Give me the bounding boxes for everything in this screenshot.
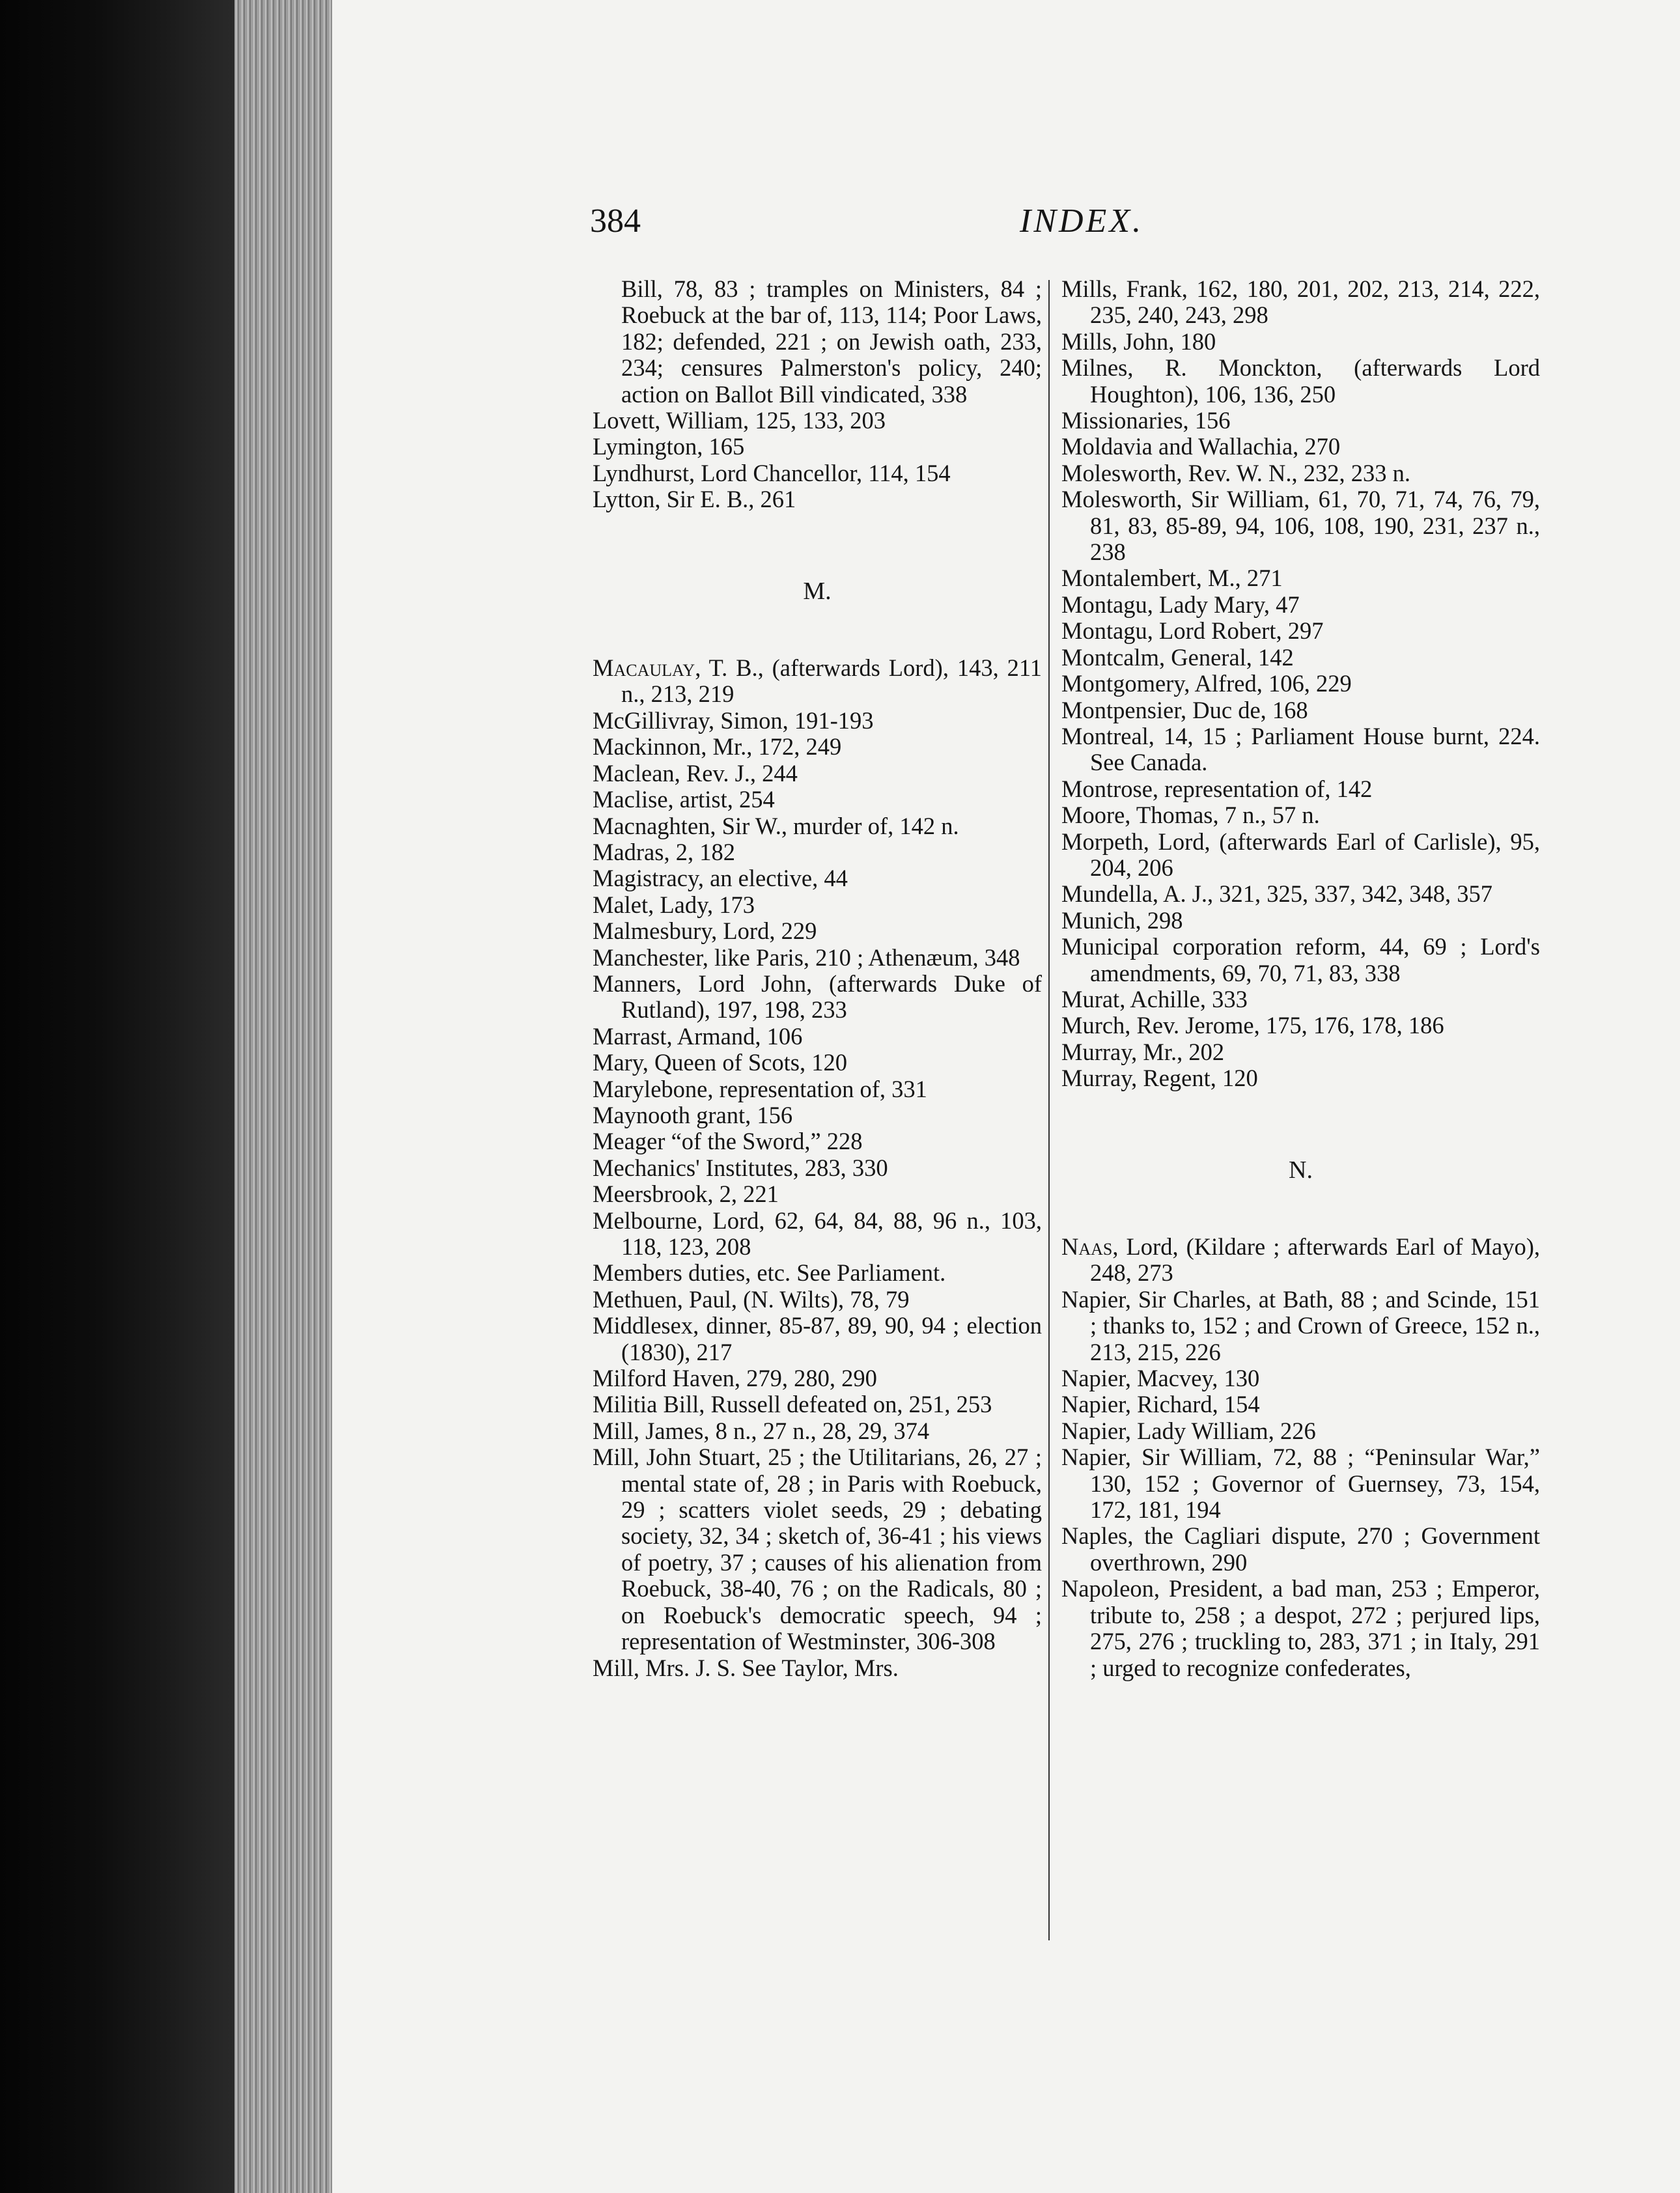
index-entry: [1061, 802, 1540, 828]
entry-text: Napoleon, President, a bad man, 253 ; Emperor, tribute to, 258 ; a despot, 272 ; perjured lips, 275, 276 ; truckling to, 283, 371 ; in Italy, 291 ; urged to recognize confederates,: [1061, 1575, 1540, 1681]
entry-text: Montcalm, General, 142: [1061, 643, 1294, 671]
entry-text: Mill, John Stuart, 25 ; the Utilitarians, 26, 27 ; mental state of, 28 ; in Paris with Roebuck, 29 ; scatters violet seeds, 29 ; debating society, 32, 34 ; sketch of, 36-41 ; his views of poetry, 37 ; causes of his alienation from Roebuck, 38-40, 76 ; on the Radicals, 80 ; on Roebuck's democratic speech, 94 ; representation of Westminster, 306-308: [593, 1444, 1042, 1655]
index-entry: [593, 1102, 1042, 1128]
entry-lead: Naas: [1061, 1233, 1113, 1260]
index-entry: [1061, 776, 1540, 802]
index-entry: [593, 945, 1042, 971]
index-entry: [1061, 1013, 1540, 1039]
index-entry: [1061, 723, 1540, 776]
entry-text: Milnes, R. Monckton, (afterwards Lord Houghton), 106, 136, 250: [1061, 354, 1540, 408]
index-entry: [593, 1655, 1042, 1681]
index-entry: [593, 1181, 1042, 1207]
entry-text: Marylebone, representation of, 331: [593, 1075, 927, 1102]
index-entry: [593, 1287, 1042, 1313]
index-entry: [593, 655, 1042, 708]
index-entry: [1061, 1576, 1540, 1681]
entry-text: Maclise, artist, 254: [593, 786, 775, 813]
entry-text: Militia Bill, Russell defeated on, 251, 253: [593, 1391, 992, 1418]
index-entry: [593, 1365, 1042, 1391]
entry-text: Middlesex, dinner, 85-87, 89, 90, 94 ; election (1830), 217: [593, 1312, 1042, 1365]
entry-text: Milford Haven, 279, 280, 290: [593, 1365, 877, 1392]
index-entry: [1061, 329, 1540, 355]
index-entry: [593, 276, 1042, 408]
index-entry: [593, 734, 1042, 760]
index-entry: [1061, 1418, 1540, 1444]
entry-text: Napier, Sir Charles, at Bath, 88 ; and Scinde, 151 ; thanks to, 152 ; and Crown of Greece, 152 n., 213, 215, 226: [1061, 1285, 1540, 1365]
entry-text: Mundella, A. J., 321, 325, 337, 342, 348, 357: [1061, 880, 1493, 908]
index-entry: [1061, 1039, 1540, 1065]
index-entry: [593, 1444, 1042, 1655]
column-rule: [1048, 280, 1050, 1940]
entry-text: Lovett, William, 125, 133, 203: [593, 407, 886, 434]
entry-text: Napier, Richard, 154: [1061, 1391, 1260, 1418]
left-column: [593, 276, 1042, 1681]
index-entry: [593, 1418, 1042, 1444]
index-entry: [1061, 434, 1540, 460]
entry-text: Magistracy, an elective, 44: [593, 865, 848, 892]
entry-text: Napier, Lady William, 226: [1061, 1417, 1316, 1444]
entry-text: Murray, Regent, 120: [1061, 1065, 1258, 1092]
entry-text: Methuen, Paul, (N. Wilts), 78, 79: [593, 1285, 910, 1313]
entry-text: Murray, Mr., 202: [1061, 1038, 1225, 1065]
index-entry: [1061, 408, 1540, 434]
index-entry: [1061, 276, 1540, 329]
index-entry: [593, 1260, 1042, 1286]
index-entry: [1061, 881, 1540, 907]
index-entry: [593, 1391, 1042, 1418]
index-entry: [1061, 986, 1540, 1013]
index-entry: [593, 892, 1042, 918]
running-title: INDEX.: [1020, 203, 1144, 240]
index-entry: [593, 787, 1042, 813]
index-entry: [1061, 934, 1540, 986]
index-entry: [1061, 592, 1540, 618]
entry-lead: Macaulay: [593, 654, 695, 682]
entry-text: Morpeth, Lord, (afterwards Earl of Carlisle), 95, 204, 206: [1061, 828, 1540, 881]
entry-text: Montagu, Lady Mary, 47: [1061, 591, 1300, 618]
index-entry: [1061, 1444, 1540, 1523]
entry-text: Maynooth grant, 156: [593, 1101, 793, 1128]
index-entry: [1061, 618, 1540, 644]
index-entry: [1061, 565, 1540, 591]
entry-text: Naples, the Cagliari dispute, 270 ; Government overthrown, 290: [1061, 1522, 1540, 1576]
entry-text: Moldavia and Wallachia, 270: [1061, 433, 1341, 460]
index-entry: [593, 1076, 1042, 1102]
entry-text: Lymington, 165: [593, 433, 745, 460]
page-header: [590, 202, 1515, 254]
entry-text: Molesworth, Rev. W. N., 232, 233 n.: [1061, 459, 1411, 486]
page-edges: [234, 0, 332, 2193]
index-entry: [593, 1313, 1042, 1365]
index-entry: [593, 486, 1042, 512]
index-entry: [1061, 460, 1540, 486]
index-entry: [1061, 355, 1540, 408]
index-entry: [1061, 1365, 1540, 1391]
index-entry: [1061, 1523, 1540, 1576]
section-letter: M.: [803, 577, 832, 605]
page-number: 384: [590, 203, 641, 240]
entry-text: Montpensier, Duc de, 168: [1061, 696, 1308, 723]
index-entry: [1061, 697, 1540, 723]
entry-text: Montreal, 14, 15 ; Parliament House burnt, 224. See Canada.: [1061, 722, 1540, 776]
entry-text: Lyndhurst, Lord Chancellor, 114, 154: [593, 459, 951, 486]
entry-text: Munich, 298: [1061, 906, 1183, 934]
index-entry: [1061, 645, 1540, 671]
entry-text: , T. B., (afterwards Lord), 143, 211 n., 213, 219: [621, 654, 1042, 708]
entry-text: Molesworth, Sir William, 61, 70, 71, 74, 76, 79, 81, 83, 85-89, 94, 106, 108, 190, 231, 237 n., 238: [1061, 486, 1540, 566]
entry-text: Bill, 78, 83 ; tramples on Ministers, 84 ; Roebuck at the bar of, 113, 114; Poor Laws, 182; defended, 221 ; on Jewish oath, 233, 234; censures Palmerston's policy, 240; action on Ballot Bill vindicated, 338: [621, 275, 1042, 408]
right-column: [1061, 276, 1540, 1681]
index-entry: [1061, 1065, 1540, 1091]
index-entry: [1061, 1391, 1540, 1418]
entry-text: Mills, John, 180: [1061, 328, 1216, 355]
entry-text: Murat, Achille, 333: [1061, 985, 1248, 1013]
index-entry: [1061, 829, 1540, 882]
index-entry: [1061, 1234, 1540, 1287]
entry-text: Meersbrook, 2, 221: [593, 1180, 779, 1208]
index-entry: [593, 434, 1042, 460]
entry-text: Montgomery, Alfred, 106, 229: [1061, 670, 1352, 697]
index-entry: [1061, 671, 1540, 697]
index-entry: [1061, 1287, 1540, 1365]
index-entry: [593, 1155, 1042, 1181]
entry-text: Lytton, Sir E. B., 261: [593, 486, 796, 513]
entry-text: Murch, Rev. Jerome, 175, 176, 178, 186: [1061, 1012, 1444, 1039]
index-entry: [593, 761, 1042, 787]
index-entry: [593, 708, 1042, 734]
entry-text: McGillivray, Simon, 191-193: [593, 706, 874, 734]
index-entry: [593, 460, 1042, 486]
index-entry: [593, 1050, 1042, 1076]
entry-text: Melbourne, Lord, 62, 64, 84, 88, 96 n., 103, 118, 123, 208: [593, 1207, 1042, 1260]
entry-text: Napier, Sir William, 72, 88 ; “Peninsular War,” 130, 152 ; Governor of Guernsey, 73, 154, 172, 181, 194: [1061, 1444, 1540, 1524]
entry-text: Mill, Mrs. J. S. See Taylor, Mrs.: [593, 1654, 899, 1681]
section-letter: N.: [1289, 1156, 1313, 1184]
index-entry: [593, 865, 1042, 891]
entry-text: Macnaghten, Sir W., murder of, 142 n.: [593, 812, 959, 839]
index-entry: [593, 408, 1042, 434]
entry-text: Manners, Lord John, (afterwards Duke of Rutland), 197, 198, 233: [593, 970, 1042, 1024]
entry-text: Members duties, etc. See Parliament.: [593, 1259, 946, 1287]
entry-text: Meager “of the Sword,” 228: [593, 1128, 863, 1155]
index-entry: [593, 813, 1042, 839]
index-entry: [593, 918, 1042, 944]
entry-text: Maclean, Rev. J., 244: [593, 759, 798, 787]
index-page: [332, 0, 1680, 2193]
entry-text: Mills, Frank, 162, 180, 201, 202, 213, 214, 222, 235, 240, 243, 298: [1061, 275, 1540, 329]
entry-text: Mary, Queen of Scots, 120: [593, 1049, 847, 1076]
entry-text: Marrast, Armand, 106: [593, 1022, 803, 1050]
entry-text: Montagu, Lord Robert, 297: [1061, 617, 1324, 645]
index-entry: [593, 1024, 1042, 1050]
entry-text: Malmesbury, Lord, 229: [593, 917, 817, 945]
index-entry: [593, 839, 1042, 865]
entry-text: Madras, 2, 182: [593, 838, 735, 865]
entry-text: Moore, Thomas, 7 n., 57 n.: [1061, 802, 1320, 829]
entry-text: Missionaries, 156: [1061, 407, 1231, 434]
book-spine: [0, 0, 234, 2193]
entry-text: Mechanics' Institutes, 283, 330: [593, 1154, 888, 1181]
entry-text: Malet, Lady, 173: [593, 891, 755, 918]
entry-text: Manchester, like Paris, 210 ; Athenæum, 348: [593, 943, 1020, 971]
entry-text: Montalembert, M., 271: [1061, 565, 1283, 592]
index-entry: [593, 971, 1042, 1024]
index-entry: [1061, 486, 1540, 565]
index-entry: [593, 1128, 1042, 1154]
entry-text: Mill, James, 8 n., 27 n., 28, 29, 374: [593, 1417, 930, 1444]
entry-text: Municipal corporation reform, 44, 69 ; Lord's amendments, 69, 70, 71, 83, 338: [1061, 933, 1540, 986]
index-entry: [1061, 908, 1540, 934]
entry-text: , Lord, (Kildare ; afterwards Earl of Mayo), 248, 273: [1090, 1233, 1540, 1287]
index-entry: [593, 1208, 1042, 1261]
entry-text: Napier, Macvey, 130: [1061, 1365, 1260, 1392]
entry-text: Montrose, representation of, 142: [1061, 775, 1373, 802]
entry-text: Mackinnon, Mr., 172, 249: [593, 733, 842, 761]
